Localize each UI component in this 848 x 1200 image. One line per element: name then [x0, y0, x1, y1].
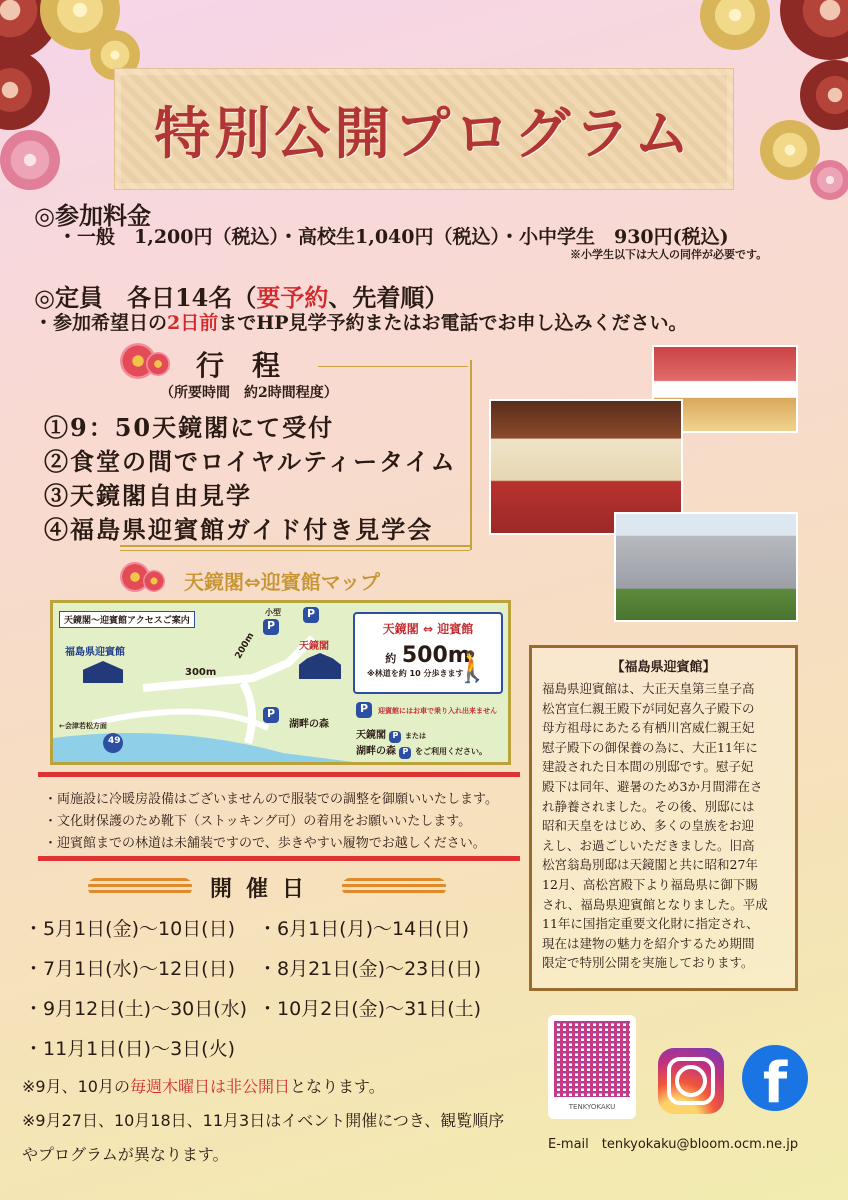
guesthouse-info-box: [529, 645, 798, 991]
info-line: 現在は建物の魅力を紹介するため期間: [542, 935, 755, 951]
deadline-highlight: 2日前: [167, 312, 219, 334]
flower-icon: [143, 570, 165, 592]
distance-note: ※林道を約 10 分歩きます: [367, 669, 464, 678]
parking-note: 迎賓館にはお車で乗り入れ出来ません: [378, 707, 497, 715]
parking-icon: P: [399, 747, 411, 759]
road-shape: [93, 712, 268, 728]
parking-icon: P: [263, 619, 279, 635]
info-line: 母方祖母にあたる有栖川宮威仁親王妃: [542, 720, 755, 736]
info-line: 11年に国指定重要文化財に指定され、: [542, 916, 759, 932]
map-tenkyokaku-label: 天鏡閣: [299, 641, 329, 652]
date-item: ・9月12日(土)〜30日(水): [24, 998, 248, 1020]
fee-line: ・一般 1,200円（税込）・高校生1,040円（税込）・小中学生 930円(税込): [58, 226, 729, 248]
date-item: ・10月2日(金)〜31日(土): [258, 998, 482, 1020]
info-line: 建設された日本間の別邸です。慰子妃: [542, 759, 754, 775]
parking-icon: P: [356, 702, 372, 718]
distance-box-title: 天鏡閣 ⇔ 迎賓館: [382, 622, 474, 636]
qr-label: TENKYOKAKU: [568, 1103, 616, 1111]
wave-decoration: [88, 878, 192, 896]
info-line: 福島県迎賓館は、大正天皇第三皇子高: [542, 681, 755, 696]
itinerary-duration: （所要時間 約2時間程度）: [160, 385, 338, 401]
closed-days-highlight: 毎週木曜日は非公開日: [129, 1077, 290, 1096]
date-item: ・8月21日(金)〜23日(日): [258, 958, 482, 980]
capacity-heading-text: ◎定員 各日14名（: [34, 283, 257, 312]
parking-or: または: [404, 732, 426, 740]
capacity-line-text: までHP見学予約またはお電話でお申し込みください。: [218, 312, 688, 334]
walking-person-icon: 🚶: [453, 650, 491, 685]
distance-box: [353, 612, 503, 694]
info-line: 松宮翁島別邸は天鏡閣と共に昭和27年: [542, 857, 758, 873]
info-line: 12月、高松宮殿下より福島県に御下賜: [542, 876, 758, 892]
instagram-lens: [675, 1065, 707, 1097]
capacity-line: [34, 308, 688, 335]
fee-note: ※小学生以下は大人の同伴が必要です。: [570, 248, 768, 261]
parking-icon: P: [303, 607, 319, 623]
parking-use: をご利用ください。: [414, 747, 487, 756]
info-line: 慰子殿下の御保養の為に、大正11年に: [542, 739, 758, 755]
info-line: 昭和天皇をはじめ、多くの皇族をお迎: [542, 818, 755, 834]
corner-fan-decoration: [780, 0, 848, 60]
map-route-number: 49: [108, 736, 121, 746]
wave-decoration: [342, 878, 446, 896]
corner-fan-decoration: [0, 50, 50, 130]
parking-line: [356, 726, 426, 743]
guesthouse-building-photo: [614, 512, 798, 622]
qr-code-pattern: [554, 1021, 630, 1097]
capacity-heading-text: 、先着順）: [328, 283, 449, 312]
info-line: れ静養されました。その後、別邸には: [542, 798, 755, 814]
dates-note-text: となります。: [289, 1077, 385, 1096]
parking-icon: P: [263, 707, 279, 723]
dates-note: ※9月27日、10月18日、11月3日はイベント開催につき、観覧順序: [22, 1111, 505, 1130]
map-small-label: 小型: [265, 608, 281, 617]
itinerary-step: ②食堂の間でロイヤルティータイム: [44, 447, 457, 476]
parking-kohan: 湖畔の森: [356, 746, 396, 757]
info-line: えし、お過ごしいただきました。旧高: [542, 837, 755, 853]
info-line: 限定で特別公開を実施しております。: [542, 955, 754, 971]
parking-icon: P: [389, 731, 401, 743]
info-line: され、福島県迎賓館となりました。平成: [542, 896, 768, 912]
note-line: ・両施設に冷暖房設備はございませんので服装での調整を御願いいたします。: [44, 792, 498, 807]
itinerary-step: ④福島県迎賓館ガイド付き見学会: [44, 515, 434, 544]
corner-fan-decoration: [800, 60, 848, 130]
info-body: [542, 679, 785, 973]
facebook-icon[interactable]: f: [742, 1045, 808, 1111]
distance-prefix: 約: [385, 652, 397, 665]
notes-divider: [38, 856, 520, 861]
itinerary-heading: 行程: [196, 349, 309, 382]
map-distance-300: 300m: [185, 667, 217, 678]
capacity-line-text: ・参加希望日の: [34, 312, 168, 334]
map-route-label: ←会津若松方面: [59, 722, 107, 730]
corner-fan-decoration: [700, 0, 770, 50]
info-line: 殿下は同年、避暑のため3か月間滞在さ: [542, 778, 763, 794]
flower-icon: [146, 352, 170, 376]
forest-path: [243, 683, 252, 743]
dates-note: [22, 1074, 385, 1097]
parking-tenkyokaku: 天鏡閣: [356, 730, 386, 741]
corner-fan-decoration: [0, 130, 60, 190]
map-access-label: 天鏡閣〜迎賓館アクセスご案内: [59, 611, 195, 628]
itinerary-frame-line: [120, 550, 470, 551]
note-line: ・迎賓館までの林道は未舗装ですので、歩きやすい履物でお越しください。: [44, 836, 486, 851]
fee-heading: ◎参加料金: [34, 201, 151, 230]
itinerary-frame-line: [318, 366, 468, 367]
date-item: ・6月1日(月)〜14日(日): [258, 918, 470, 940]
map-geihinkan-label: 福島県迎賓館: [65, 647, 125, 658]
qr-code[interactable]: [548, 1015, 636, 1119]
info-title: 【福島県迎賓館】: [611, 660, 716, 675]
map-kohan-label: 湖畔の森: [289, 719, 329, 730]
dates-note: やプログラムが異なります。: [22, 1145, 229, 1164]
distance-value: 500m: [401, 643, 471, 668]
map-distance-200: 200m: [233, 631, 257, 661]
date-item: ・5月1日(金)〜10日(日): [24, 918, 236, 940]
dates-note-text: ※9月、10月の: [22, 1077, 130, 1096]
instagram-icon[interactable]: [658, 1048, 724, 1114]
corner-fan-decoration: [810, 160, 848, 200]
itinerary-frame-line: [470, 360, 472, 550]
note-line: ・文化財保護のため靴下（ストッキング可）の着用をお願いいたします。: [44, 814, 472, 829]
lake-shape: [53, 733, 353, 762]
map-title: 天鏡閣⇔迎賓館マップ: [184, 570, 380, 594]
date-item: ・11月1日(日)〜3日(火): [24, 1038, 236, 1060]
itinerary-step: ①9：50天鏡閣にて受付: [44, 413, 335, 442]
notes-divider: [38, 772, 520, 777]
date-item: ・7月1日(水)〜12日(日): [24, 958, 236, 980]
itinerary-step: ③天鏡閣自由見学: [44, 481, 252, 510]
forest-path: [143, 638, 313, 688]
email-address[interactable]: E-mail tenkyokaku@bloom.ocm.ne.jp: [548, 1137, 799, 1152]
page-title: 特別公開プログラム: [154, 101, 694, 167]
dates-heading: 開催日: [210, 876, 319, 902]
reservation-required: 要予約: [256, 283, 329, 312]
info-line: 松宮宣仁親王殿下が同妃喜久子殿下の: [542, 700, 755, 716]
parking-line: [356, 742, 487, 759]
itinerary-frame-line: [120, 545, 470, 547]
